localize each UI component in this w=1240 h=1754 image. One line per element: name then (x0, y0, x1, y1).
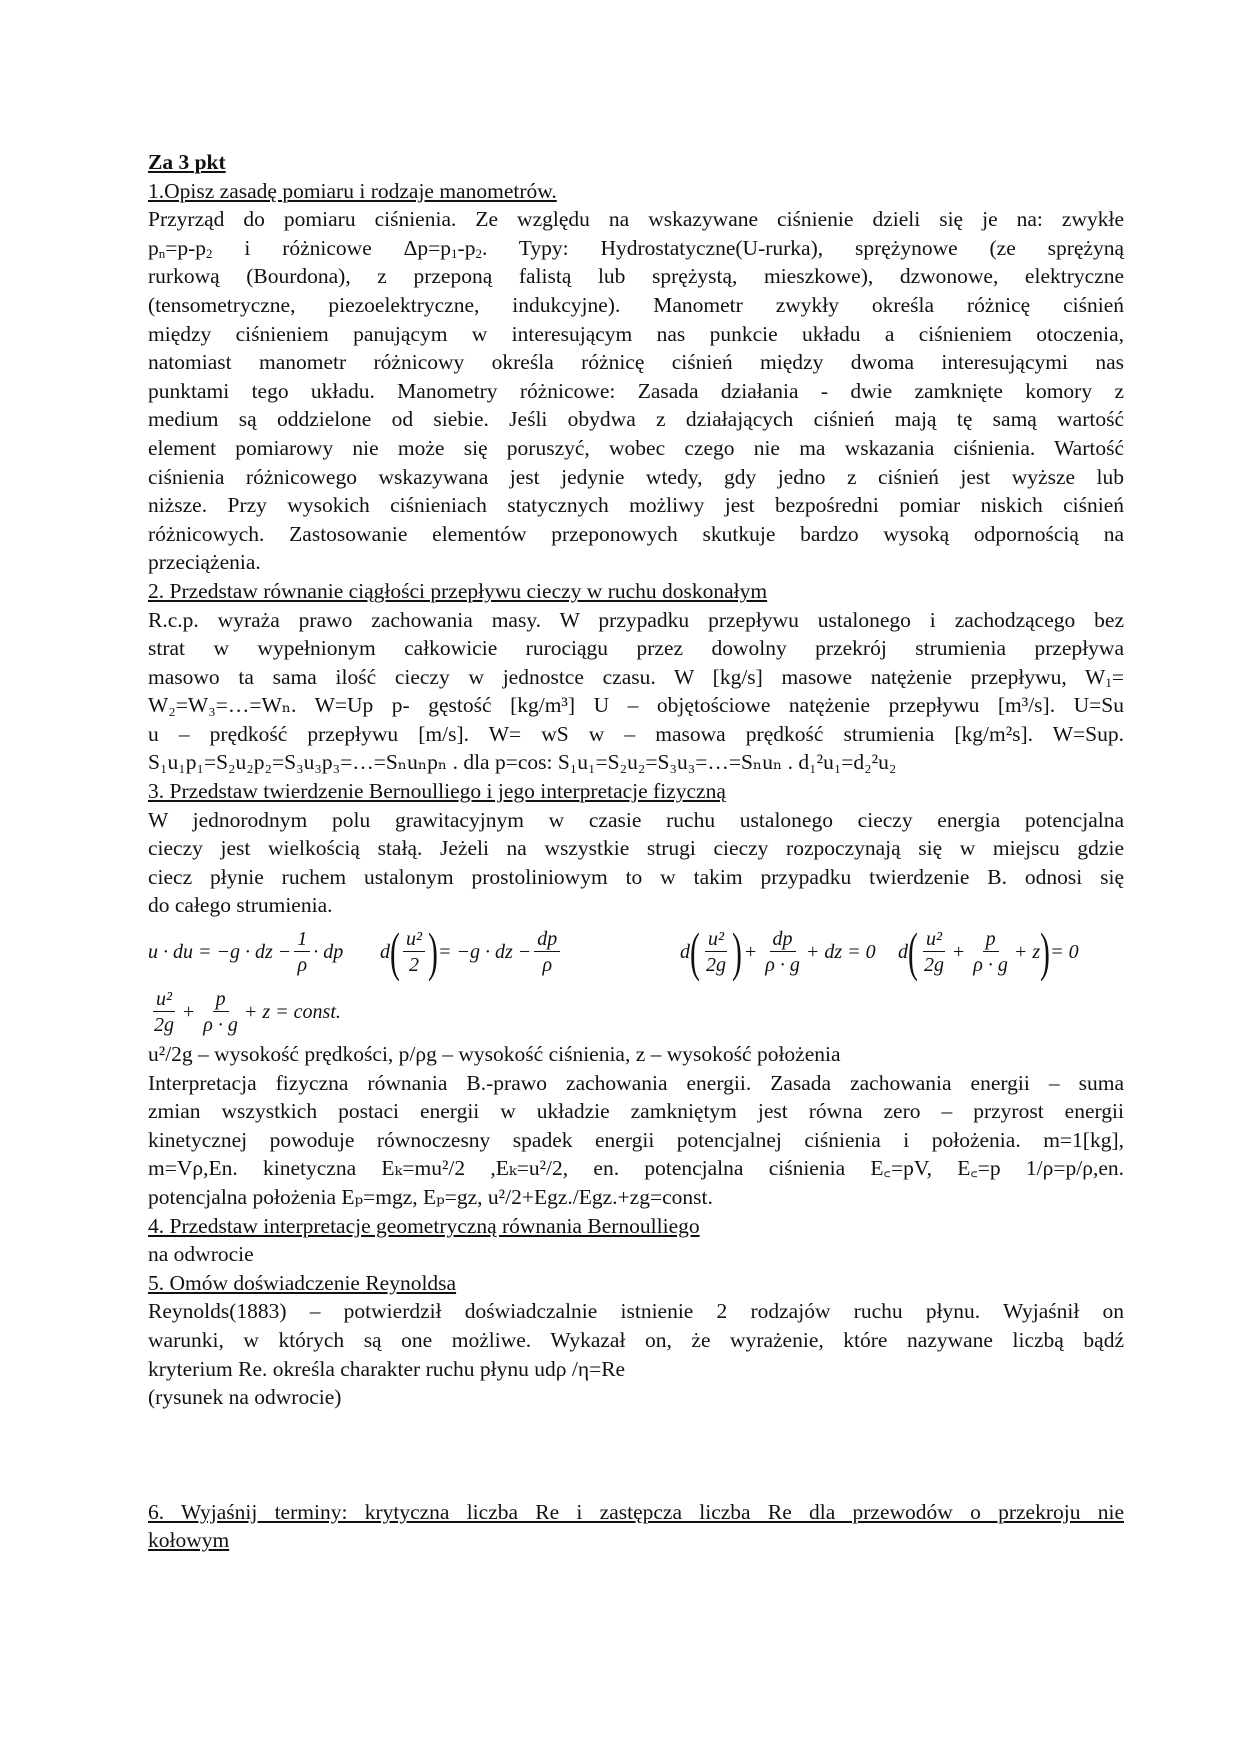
q1-line: natomiast manometr różnicowy określa różnicę ciśnień między dwoma interesującymi nas (148, 350, 1124, 375)
q1-line: różnicowych. Zastosowanie elementów przeponowych skutkuje bardzo wysoką odpornością na (148, 521, 1124, 546)
q3-legend: u²/2g – wysokość prędkości, p/ρg – wysokość ciśnienia, z – wysokość położenia (148, 1042, 841, 1067)
question-1-heading: 1.Opisz zasadę pomiaru i rodzaje manometrów. (148, 178, 557, 203)
q1-line: ciśnienia różnicowego wskazywana jest jedynie wtedy, gdy jedno z ciśnień jest wyższe lub (148, 464, 1124, 489)
q3-line: cieczy jest wielkością stałą. Jeżeli na wszystkie strugi cieczy rozpoczynają się w miejscu gdzie (148, 836, 1124, 861)
q4-body: na odwrocie (148, 1242, 254, 1267)
equation-4: d ( $\frac{\text{u²}}{2g}$ + $\frac{p}{\rho \cdot g}$ + z ) = 0 (898, 922, 1079, 983)
q5-line: Reynolds(1883) – potwierdził doświadczalnie istnienie 2 rodzajów ruchu płynu. Wyjaśnił on (148, 1299, 1124, 1324)
q5-line: warunki, w których są one możliwe. Wykazał on, że wyrażenie, które nazywane liczbą bądź (148, 1327, 1124, 1352)
q1-line: punktami tego układu. Manometry różnicowe: Zasada działania - dwie zamknięte komory z (148, 378, 1124, 403)
page-title: Za 3 pkt (148, 150, 226, 174)
q1-line: rurkową (Bourdona), z przeponą falistą lub sprężystą, mieszkowe), dzwonowe, elektryczne (148, 264, 1124, 289)
q3-interp-line: Interpretacja fizyczna równania B.-prawo zachowania energii. Zasada zachowania energii – suma (148, 1070, 1124, 1095)
q1-line: $p_n=p-p_2$ i różnicowe $\Delta p=p_1-p_2$. Typy: Hydrostatyczne(U-rurka), sprężynowe (ze sprężyną (148, 235, 1124, 261)
question-2-heading: 2. Przedstaw równanie ciągłości przepływu cieczy w ruchu doskonałym (148, 578, 768, 603)
question-6-heading-cont: kołowym (148, 1528, 230, 1553)
q1-line: przeciążenia. (148, 550, 261, 575)
blank-space (148, 1412, 1124, 1498)
q2-line: S₁u₁p₁=S₂u₂p₂=S₃u₃p₃=…=Sₙuₙpₙ . dla p=cos: S₁u₁=S₂u₂=S₃u₃=…=Sₙuₙ . d₁²u₁=d₂²u₂ (148, 750, 897, 775)
q3-line: do całego strumienia. (148, 893, 333, 918)
q3-interp-line: zmian wszystkich postaci energii w układzie zamkniętym jest równa zero – przyrost energii (148, 1099, 1124, 1124)
bernoulli-const-equation (148, 984, 1124, 1040)
q2-line: W₂=W₃=…=Wₙ. W=Up p- gęstość [kg/m³] U – objętościowe natężenie przepływu [m³/s]. U=Su (148, 693, 1124, 718)
q1-line: element pomiarowy nie może się poruszyć, wobec czego nie ma wskazania ciśnienia. Wartość (148, 435, 1124, 460)
q2-line: R.c.p. wyraża prawo zachowania masy. W przypadku przepływu ustalonego i zachodzącego bez (148, 607, 1124, 632)
q2-line: strat w wypełnionym całkowicie rurociągu przez dowolny przekrój strumienia przepływa (148, 636, 1124, 661)
q5-line: kryterium Re. określa charakter ruchu płynu udρ /η=Re (148, 1356, 626, 1381)
q3-interp-line: kinetycznej powoduje równoczesny spadek energii potencjalnej ciśnienia i położenia. m=1[kg], (148, 1127, 1124, 1152)
q3-interp-line: potencjalna położenia Eₚ=mgz, Eₚ=gz, u²/2+Egz./Egz.+zg=const. (148, 1185, 713, 1209)
q1-line: niższe. Przy wysokich ciśnieniach statycznych możliwy jest bezpośredni pomiar niskich ciśnień (148, 493, 1124, 518)
q1-line: (tensometryczne, piezoelektryczne, indukcyjne). Manometr zwykły określa różnicę ciśnień (148, 292, 1124, 317)
equation-5: $\frac{\text{u²}}{2g}$ + $\frac{p}{\rho \cdot g}$ + z = const. (154, 987, 341, 1036)
equation-1: u · du = −g · dz − $\frac{1}{\rho}$ · dp (148, 927, 344, 976)
equation-3: d ( $\frac{\text{u²}}{2g}$ ) + $\frac{dp}{\rho \cdot g}$ + dz = 0 (680, 922, 876, 983)
question-5-heading: 5. Omów doświadczenie Reynoldsa (148, 1270, 457, 1295)
q3-line: W jednorodnym polu grawitacyjnym w czasie ruchu ustalonego cieczy energia potencjalna (148, 807, 1124, 832)
question-3-heading: 3. Przedstaw twierdzenie Bernoulliego i jego interpretacje fizyczną (148, 779, 726, 804)
q5-line: (rysunek na odwrocie) (148, 1385, 342, 1410)
q3-interp-line: m=Vρ,En. kinetyczna Eₖ=mu²/2 ,Eₖ=u²/2, en. potencjalna ciśnienia E꜀=pV, E꜀=p 1/ρ=p/ρ,en. (148, 1156, 1124, 1181)
question-6-heading: 6. Wyjaśnij terminy: krytyczna liczba Re i zastępcza liczba Re dla przewodów o przekroju nie (148, 1499, 1124, 1524)
question-4-heading: 4. Przedstaw interpretacje geometryczną równania Bernoulliego (148, 1213, 700, 1238)
q1-line: Przyrząd do pomiaru ciśnienia. Ze względu na wskazywane ciśnienie dzieli się je na: zwykłe (148, 207, 1124, 232)
q2-line: u – prędkość przepływu [m/s]. W= wS w – masowa prędkość strumienia [kg/m²s]. W=Sup. (148, 721, 1124, 746)
document-page (148, 148, 1124, 1555)
equation-2: d ( $\frac{\text{u²}}{2}$ ) = −g · dz − $\frac{dp}{\rho}$ (380, 920, 563, 984)
q1-line: między ciśnieniem panującym w interesującym nas punkcie układu a ciśnieniem otoczenia, (148, 321, 1124, 346)
q1-line: medium są oddzielone od siebie. Jeśli obydwa z działających ciśnień mają tę samą wartość (148, 407, 1124, 432)
q2-line: masowo ta sama ilość cieczy w jednostce czasu. W [kg/s] masowe natężenie przepływu, $W_1=$ (148, 664, 1124, 690)
bernoulli-equations-row (148, 920, 1124, 984)
q3-line: ciecz płynie ruchem ustalonym prostoliniowym to w takim przypadku twierdzenie B. odnosi się (148, 864, 1124, 889)
